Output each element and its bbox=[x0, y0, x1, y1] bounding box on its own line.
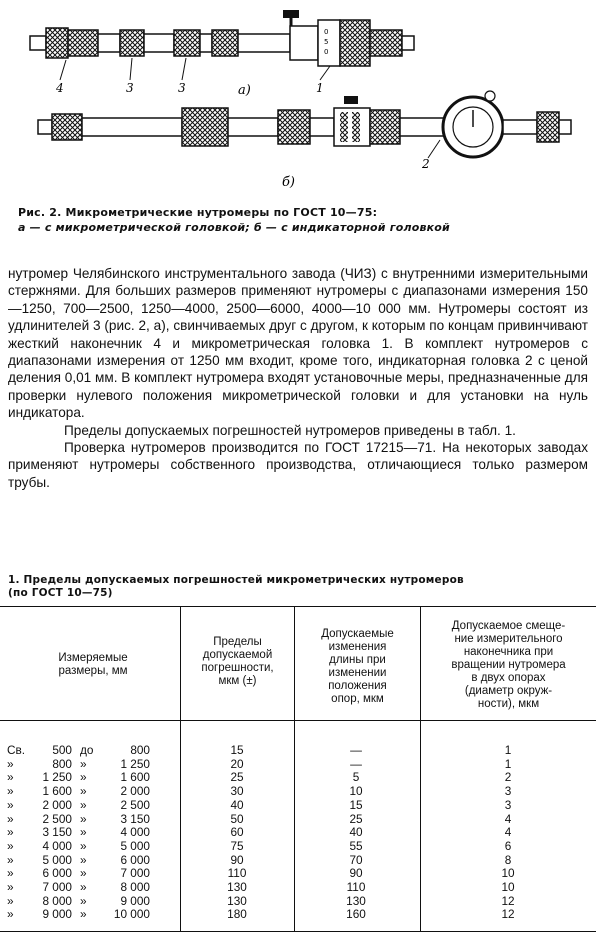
table-bottom-rule bbox=[0, 931, 596, 932]
cell-error: 40 bbox=[230, 797, 244, 812]
cell-from: 1 250 bbox=[42, 770, 72, 785]
cell-error: 50 bbox=[230, 811, 244, 826]
cell-to: 10 000 bbox=[113, 907, 150, 922]
label-a: а) bbox=[238, 83, 251, 98]
figure-caption bbox=[18, 205, 583, 235]
table-row bbox=[0, 785, 596, 798]
cell-sep: » bbox=[80, 756, 87, 771]
cell-shift: 6 bbox=[504, 838, 512, 853]
table-title-line-2: (по ГОСТ 10—75) bbox=[8, 587, 113, 599]
cell-from: 4 000 bbox=[42, 838, 72, 853]
label-b: б) bbox=[282, 175, 296, 190]
cell-sep: » bbox=[80, 838, 87, 853]
cell-to: 9 000 bbox=[120, 893, 150, 908]
callout-3b: 3 bbox=[178, 81, 186, 95]
cell-prefix: » bbox=[7, 852, 14, 867]
paragraph-3: Проверка нутромеров производится по ГОСТ 17215—71. На некоторых заводах применяют нутромеры собственного производства, отличающиеся только размером трубы. bbox=[8, 440, 588, 490]
cell-prefix: » bbox=[7, 811, 14, 826]
cell-from: 6 000 bbox=[42, 866, 72, 881]
cell-sep: » bbox=[80, 811, 87, 826]
cell-length: 160 bbox=[346, 907, 366, 922]
cell-length: 110 bbox=[346, 880, 366, 894]
cell-from: 5 000 bbox=[42, 852, 72, 867]
cell-sep: » bbox=[80, 907, 87, 922]
callout-1: 1 bbox=[316, 81, 324, 95]
cell-shift: 1 bbox=[504, 743, 512, 757]
cell-to: 2 000 bbox=[120, 784, 150, 799]
cell-error: 130 bbox=[227, 893, 247, 908]
cell-length: — bbox=[350, 743, 362, 757]
table-header-rule bbox=[0, 720, 596, 721]
cell-shift: 2 bbox=[504, 770, 512, 785]
cell-error: 15 bbox=[230, 743, 244, 757]
table-row bbox=[0, 840, 596, 853]
svg-text:0: 0 bbox=[324, 48, 329, 56]
gauge-a bbox=[30, 10, 414, 80]
cell-error: 75 bbox=[230, 838, 244, 853]
cell-from: 3 150 bbox=[42, 825, 72, 840]
cell-error: 20 bbox=[230, 756, 244, 771]
cell-error: 60 bbox=[230, 825, 244, 840]
cell-from: 800 bbox=[52, 756, 72, 771]
cell-error: 30 bbox=[230, 784, 244, 799]
callout-3a: 3 bbox=[126, 81, 134, 95]
cell-length: 10 bbox=[349, 784, 363, 799]
cell-from: 1 600 bbox=[42, 784, 72, 799]
cell-from: 500 bbox=[52, 743, 72, 757]
cell-shift: 12 bbox=[501, 907, 515, 922]
table-row bbox=[0, 799, 596, 812]
cell-sep: » bbox=[80, 825, 87, 840]
cell-shift: 4 bbox=[504, 825, 512, 840]
cell-shift: 1 bbox=[504, 756, 512, 771]
caption-line-1: Рис. 2. Микрометрические нутромеры по ГОСТ 10—75: bbox=[18, 206, 378, 219]
cell-error: 110 bbox=[227, 866, 247, 881]
cell-length: 25 bbox=[349, 811, 363, 826]
cell-shift: 10 bbox=[501, 880, 515, 894]
cell-prefix: Св. bbox=[7, 743, 26, 757]
cell-to: 8 000 bbox=[120, 880, 150, 894]
cell-from: 8 000 bbox=[42, 893, 72, 908]
table-row bbox=[0, 771, 596, 784]
cell-to: 3 150 bbox=[120, 811, 150, 826]
callout-2: 2 bbox=[422, 157, 430, 171]
cell-prefix: » bbox=[7, 893, 14, 908]
cell-error: 90 bbox=[230, 852, 244, 867]
cell-prefix: » bbox=[7, 825, 14, 840]
cell-length: 40 bbox=[349, 825, 363, 840]
cell-shift: 4 bbox=[504, 811, 512, 826]
cell-prefix: » bbox=[7, 907, 14, 922]
cell-length: 90 bbox=[349, 866, 363, 881]
micrometer-figure bbox=[0, 0, 596, 200]
cell-shift: 8 bbox=[504, 852, 512, 867]
cell-to: 1 250 bbox=[120, 756, 150, 771]
svg-text:5: 5 bbox=[324, 38, 329, 46]
table-title bbox=[8, 574, 588, 600]
table-row bbox=[0, 813, 596, 826]
cell-shift: 3 bbox=[504, 797, 512, 812]
table-row bbox=[0, 744, 596, 757]
cell-sep: » bbox=[80, 866, 87, 881]
table-row bbox=[0, 867, 596, 880]
cell-sep: » bbox=[80, 797, 87, 812]
cell-shift: 12 bbox=[501, 893, 515, 908]
cell-prefix: » bbox=[7, 770, 14, 785]
cell-prefix: » bbox=[7, 797, 14, 812]
cell-from: 2 500 bbox=[42, 811, 72, 826]
cell-sep: до bbox=[80, 743, 94, 757]
paragraph-2: Пределы допускаемых погрешностей нутромеров приведены в табл. 1. bbox=[64, 422, 516, 438]
cell-to: 5 000 bbox=[120, 838, 150, 853]
cell-error: 130 bbox=[227, 880, 247, 894]
cell-sep: » bbox=[80, 784, 87, 799]
table-row bbox=[0, 854, 596, 867]
cell-length: 70 bbox=[349, 852, 363, 867]
cell-error: 180 bbox=[227, 907, 247, 922]
cell-prefix: » bbox=[7, 756, 14, 771]
cell-to: 6 000 bbox=[120, 852, 150, 867]
cell-shift: 3 bbox=[504, 784, 512, 799]
cell-to: 2 500 bbox=[120, 797, 150, 812]
table-row bbox=[0, 826, 596, 839]
callout-4: 4 bbox=[56, 81, 64, 95]
caption-line-2: а — с микрометрической головкой; б — с индикаторной головкой bbox=[18, 221, 450, 234]
cell-sep: » bbox=[80, 880, 87, 894]
cell-prefix: » bbox=[7, 784, 14, 799]
cell-to: 1 600 bbox=[120, 770, 150, 785]
cell-error: 25 bbox=[230, 770, 244, 785]
gauge-b bbox=[38, 91, 571, 158]
cell-length: 15 bbox=[349, 797, 363, 812]
paragraph-1: нутромер Челябинского инструментального завода (ЧИЗ) с внутренними измерительными стержнями. Для больших размеров применяют нутромеры с диапазонами измерения 150—1250, 700—2500, 1250—4000, 2500—6000, 4000—10 000 мм. Нутромеры состоят из удлинителей 3 (рис. 2, а), свинчиваемых друг с другом, к которым по концам привинчивают жесткий наконечник 4 и микрометрическая головка 1. В комплект нутромеров с диапазонами измерения от 1250 мм входит, кроме того, индикаторная головка 2 с ценой деления 0,01 мм. В комплект нутромера входят установочные меры, предназначенные для проверки нулевого положения микрометрической головки и для установки на нуль индикатора. bbox=[8, 266, 588, 421]
cell-length: — bbox=[350, 756, 362, 771]
header-shift: Допускаемое смеще- ние измерительного наконечника при вращении нутромера в двух опорах (диаметр окруж- ности), мкм bbox=[451, 620, 566, 710]
body-text bbox=[8, 265, 588, 491]
table-title-line-1: 1. Пределы допускаемых погрешностей микрометрических нутромеров bbox=[8, 574, 464, 586]
cell-to: 7 000 bbox=[120, 866, 150, 881]
cell-from: 2 000 bbox=[42, 797, 72, 812]
header-length: Допускаемые изменения длины при изменении положения опор, мкм bbox=[321, 628, 394, 705]
table-row bbox=[0, 758, 596, 771]
table-row bbox=[0, 908, 596, 921]
header-sizes: Измеряемые размеры, мм bbox=[58, 652, 128, 677]
table-row bbox=[0, 881, 596, 894]
cell-from: 9 000 bbox=[42, 907, 72, 922]
table-top-rule bbox=[0, 606, 596, 607]
svg-text:0: 0 bbox=[324, 28, 329, 36]
cell-length: 5 bbox=[352, 770, 360, 785]
cell-to: 4 000 bbox=[120, 825, 150, 840]
cell-sep: » bbox=[80, 770, 87, 785]
cell-sep: » bbox=[80, 852, 87, 867]
cell-from: 7 000 bbox=[42, 880, 72, 894]
cell-prefix: » bbox=[7, 838, 14, 853]
cell-shift: 10 bbox=[501, 866, 515, 881]
cell-sep: » bbox=[80, 893, 87, 908]
header-error: Пределы допускаемой погрешности, мкм (±) bbox=[201, 636, 274, 687]
cell-prefix: » bbox=[7, 866, 14, 881]
cell-length: 55 bbox=[349, 838, 363, 853]
table-row bbox=[0, 895, 596, 908]
cell-to: 800 bbox=[130, 743, 150, 757]
cell-length: 130 bbox=[346, 893, 366, 908]
cell-prefix: » bbox=[7, 880, 14, 894]
